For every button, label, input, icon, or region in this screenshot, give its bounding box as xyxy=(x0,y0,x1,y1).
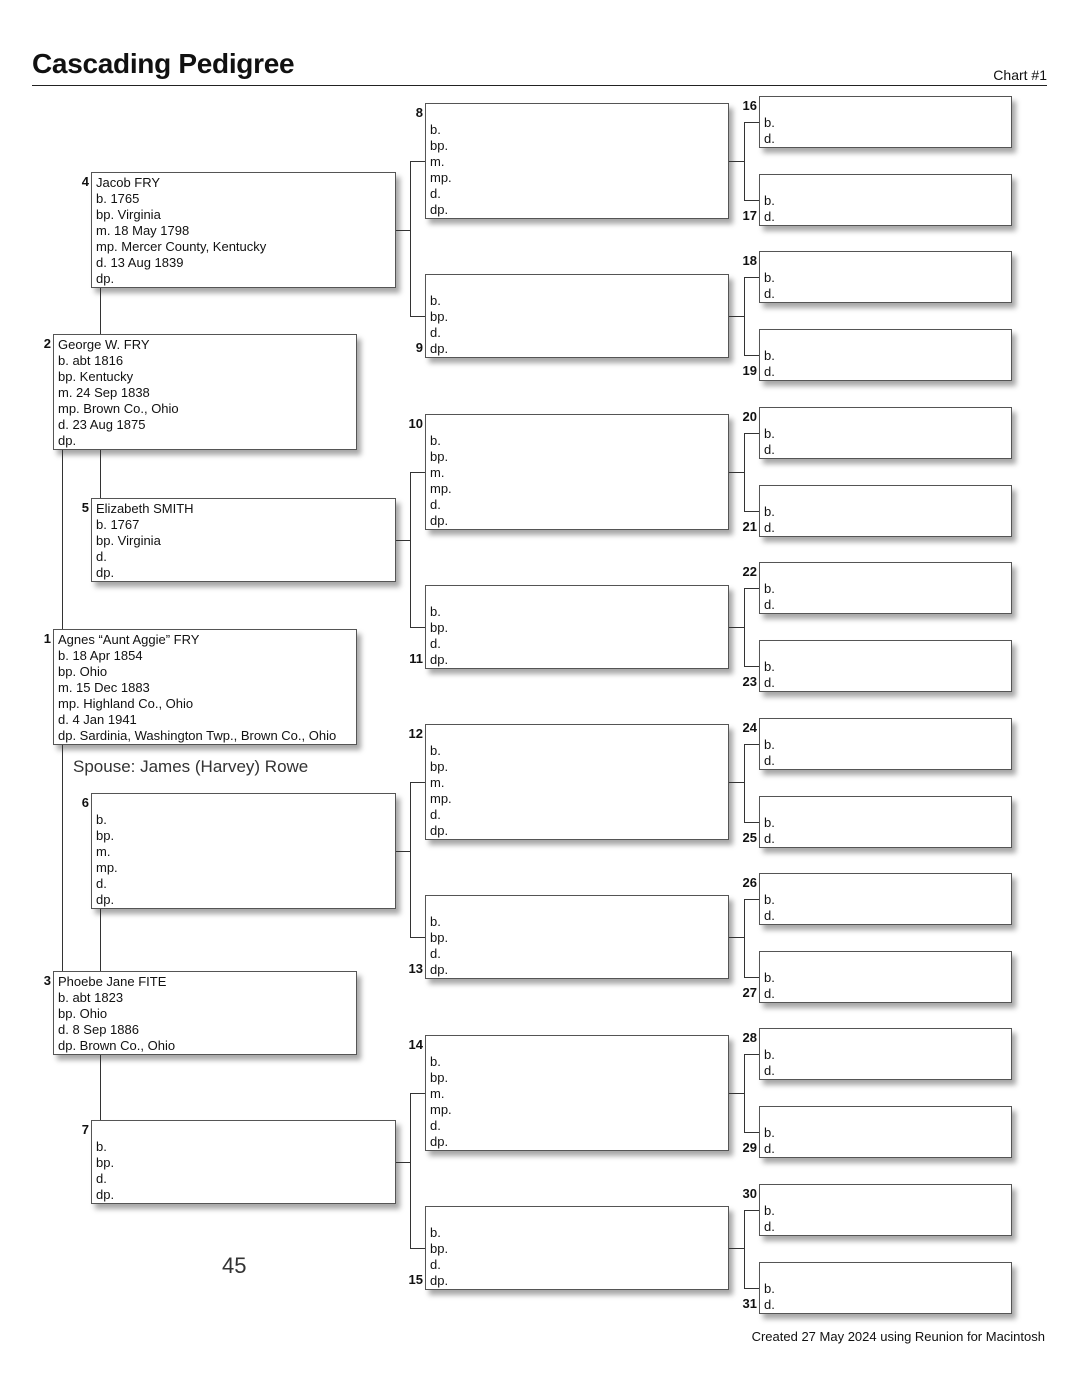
person-fact: b. xyxy=(430,122,441,137)
person-fact: dp. xyxy=(430,341,449,356)
person-number: 19 xyxy=(742,363,757,379)
person-box[interactable] xyxy=(53,971,357,1055)
connector-line xyxy=(410,161,411,316)
connector-line xyxy=(729,316,744,317)
person-fact: b. xyxy=(96,812,107,827)
person-fact: bp. xyxy=(430,1069,449,1085)
person-fact: d. xyxy=(764,830,775,846)
connector-line xyxy=(396,230,410,231)
connector-line xyxy=(744,200,759,201)
person-number: 27 xyxy=(742,985,757,1000)
connector-line xyxy=(744,1054,745,1132)
person-fact: d. xyxy=(764,364,775,380)
person-name: George W. FRY xyxy=(58,337,150,352)
person-box[interactable] xyxy=(759,407,1012,459)
person-fact: b. xyxy=(430,743,441,758)
person-number: 28 xyxy=(742,1030,757,1046)
person-fact: mp. xyxy=(430,791,452,806)
person-fact: dp. xyxy=(96,271,115,286)
person-fact: d. xyxy=(430,946,441,961)
connector-line xyxy=(744,899,759,900)
person-number: 2 xyxy=(43,336,51,351)
connector-line xyxy=(410,937,425,938)
person-fact: bp. xyxy=(430,138,449,153)
person-box[interactable] xyxy=(759,174,1012,226)
person-box[interactable] xyxy=(425,414,729,530)
connector-line xyxy=(744,588,745,666)
person-box[interactable] xyxy=(91,172,396,288)
connector-line xyxy=(396,1162,410,1163)
person-box[interactable] xyxy=(759,485,1012,537)
connector-line xyxy=(744,1132,759,1133)
person-fact: mp. xyxy=(430,480,452,496)
person-fact: b. xyxy=(764,581,775,597)
person-fact: b. xyxy=(764,348,775,364)
person-fact: bp. xyxy=(430,1240,449,1256)
person-fact: b. xyxy=(430,603,441,619)
person-fact: d. xyxy=(764,675,775,691)
person-fact: m. xyxy=(96,844,111,859)
person-box[interactable] xyxy=(91,793,396,909)
person-box[interactable] xyxy=(759,251,1012,303)
person-fact: b. abt 1816 xyxy=(58,353,124,368)
person-number: 15 xyxy=(408,1271,423,1287)
connector-line xyxy=(410,1093,425,1094)
connector-line xyxy=(410,782,411,937)
person-name xyxy=(96,1123,391,1139)
person-box[interactable] xyxy=(425,724,729,840)
person-name xyxy=(764,565,1007,581)
person-name xyxy=(764,721,1007,737)
person-fact: bp. xyxy=(430,448,449,464)
person-fact: d. xyxy=(430,496,441,512)
person-number: 26 xyxy=(742,875,757,890)
person-fact: mp. xyxy=(430,170,452,185)
person-fact: mp. xyxy=(430,1101,452,1117)
connector-line xyxy=(744,122,759,123)
person-fact: dp. Sardinia, Washington Twp., Brown Co., Ohio xyxy=(58,728,337,743)
person-fact: d. xyxy=(764,1141,775,1157)
person-fact: m. xyxy=(430,154,445,169)
person-name xyxy=(430,277,724,293)
person-fact: d. 23 Aug 1875 xyxy=(58,417,146,432)
person-fact: d. xyxy=(764,597,775,613)
person-number: 21 xyxy=(742,518,757,534)
person-fact: bp. xyxy=(430,759,449,774)
person-fact: d. xyxy=(430,1256,441,1272)
person-fact: bp. Ohio xyxy=(58,1006,108,1021)
person-number: 11 xyxy=(409,650,423,666)
page-title: Cascading Pedigree xyxy=(32,48,295,79)
person-box[interactable] xyxy=(759,1262,1012,1314)
person-fact: d. 8 Sep 1886 xyxy=(58,1022,139,1037)
connector-line xyxy=(744,277,759,278)
person-fact: d. xyxy=(430,325,441,340)
person-fact: b. xyxy=(430,1053,441,1069)
person-name xyxy=(430,1038,724,1054)
person-fact: b. xyxy=(430,432,441,448)
person-fact: bp. Ohio xyxy=(58,664,108,679)
person-fact: bp. Kentucky xyxy=(58,369,134,384)
connector-line xyxy=(744,744,759,745)
person-fact: dp. xyxy=(430,823,449,838)
person-fact: b. 18 Apr 1854 xyxy=(58,648,143,663)
person-fact: bp. xyxy=(430,619,449,635)
person-fact: d. xyxy=(764,986,775,1001)
connector-line xyxy=(744,977,759,978)
person-fact: bp. Virginia xyxy=(96,207,161,222)
header-rule xyxy=(32,85,1047,86)
person-fact: d. xyxy=(430,1117,441,1133)
person-fact: b. xyxy=(764,814,775,830)
connector-line xyxy=(62,745,63,971)
person-number: 29 xyxy=(742,1140,757,1156)
person-box[interactable] xyxy=(759,718,1012,770)
person-fact: b. xyxy=(430,293,441,308)
person-fact: dp. xyxy=(430,512,449,528)
person-fact: mp. Mercer County, Kentucky xyxy=(96,239,267,254)
person-name xyxy=(764,410,1007,426)
person-name: Phoebe Jane FITE xyxy=(58,974,167,989)
person-fact: dp. xyxy=(96,565,115,580)
person-fact: mp. Brown Co., Ohio xyxy=(58,401,179,416)
person-fact: m. 18 May 1798 xyxy=(96,223,190,238)
person-number: 3 xyxy=(43,973,51,988)
person-fact: b. abt 1823 xyxy=(58,990,124,1005)
person-box[interactable] xyxy=(759,951,1012,1003)
connector-line xyxy=(744,433,759,434)
person-number: 20 xyxy=(742,408,757,424)
person-fact: b. 1767 xyxy=(96,517,140,532)
person-name xyxy=(764,99,1007,115)
person-name: Elizabeth SMITH xyxy=(96,501,194,516)
person-name xyxy=(96,796,391,812)
person-fact: dp. xyxy=(430,651,449,667)
person-box[interactable] xyxy=(425,1206,729,1290)
person-fact: b. xyxy=(764,1125,775,1141)
person-box[interactable] xyxy=(53,629,357,745)
connector-line xyxy=(744,899,745,977)
person-number: 4 xyxy=(81,174,89,189)
connector-line xyxy=(410,472,425,473)
person-name xyxy=(430,106,724,122)
chart-number: Chart #1 xyxy=(993,67,1047,83)
footer-credit: Created 27 May 2024 using Reunion for Macintosh xyxy=(751,1329,1045,1344)
person-box[interactable] xyxy=(425,585,729,669)
person-box[interactable] xyxy=(759,873,1012,925)
person-name xyxy=(764,876,1007,892)
person-number: 18 xyxy=(742,253,757,269)
person-fact: dp. xyxy=(96,1187,115,1202)
person-box[interactable] xyxy=(53,334,357,450)
person-name xyxy=(764,1187,1007,1203)
person-name xyxy=(430,1209,724,1225)
person-number: 10 xyxy=(408,415,423,431)
person-fact: b. xyxy=(764,425,775,441)
connector-line xyxy=(100,288,101,334)
person-fact: b. xyxy=(764,1202,775,1218)
person-number: 31 xyxy=(742,1295,757,1311)
person-fact: d. xyxy=(764,441,775,457)
person-number: 7 xyxy=(81,1122,89,1137)
person-fact: b. xyxy=(430,914,441,929)
person-box[interactable] xyxy=(91,1120,396,1204)
person-fact: m. xyxy=(430,775,445,790)
person-box[interactable] xyxy=(759,1184,1012,1236)
person-fact: m. xyxy=(430,464,445,480)
person-fact: m. 15 Dec 1883 xyxy=(58,680,150,695)
connector-line xyxy=(729,1248,744,1249)
person-box[interactable] xyxy=(425,1035,729,1151)
connector-line xyxy=(744,666,759,667)
connector-line xyxy=(744,1054,759,1055)
connector-line xyxy=(100,909,101,971)
person-name xyxy=(764,177,1007,193)
person-name xyxy=(430,898,724,914)
person-name xyxy=(430,727,724,743)
person-fact: b. xyxy=(764,892,775,907)
person-name xyxy=(764,643,1007,659)
connector-line xyxy=(744,1210,745,1288)
spouse-label: Spouse: James (Harvey) Rowe xyxy=(73,757,309,776)
page-number: 45 xyxy=(222,1253,247,1278)
person-fact: b. xyxy=(96,1139,107,1154)
person-box[interactable] xyxy=(759,1028,1012,1080)
person-number: 8 xyxy=(415,105,423,120)
connector-line xyxy=(744,822,759,823)
person-number: 16 xyxy=(742,98,757,113)
connector-line xyxy=(744,122,745,200)
person-number: 30 xyxy=(742,1185,757,1201)
person-fact: dp. xyxy=(430,1133,449,1149)
connector-line xyxy=(744,1210,759,1211)
connector-line xyxy=(410,1248,425,1249)
person-fact: b. xyxy=(764,193,775,208)
person-number: 6 xyxy=(81,795,89,810)
person-fact: d. xyxy=(764,1063,775,1079)
connector-line xyxy=(396,540,410,541)
person-name xyxy=(764,799,1007,815)
person-fact: b. xyxy=(764,115,775,130)
person-fact: mp. Highland Co., Ohio xyxy=(58,696,194,711)
person-name xyxy=(764,954,1007,970)
person-fact: d. xyxy=(96,876,107,891)
connector-line xyxy=(410,1093,411,1248)
person-fact: dp. xyxy=(96,892,115,907)
connector-line xyxy=(100,1055,101,1120)
connector-line xyxy=(744,588,759,589)
connector-line xyxy=(744,511,759,512)
person-name xyxy=(764,488,1007,504)
person-number: 12 xyxy=(408,726,423,741)
person-number: 9 xyxy=(415,340,423,355)
connector-line xyxy=(729,782,744,783)
person-box[interactable] xyxy=(759,329,1012,381)
person-fact: bp. xyxy=(96,828,115,843)
connector-line xyxy=(410,316,425,317)
connector-line xyxy=(744,433,745,511)
person-fact: d. 4 Jan 1941 xyxy=(58,712,137,727)
person-fact: b. xyxy=(764,970,775,985)
person-fact: dp. Brown Co., Ohio xyxy=(58,1038,176,1053)
connector-line xyxy=(729,161,744,162)
connector-line xyxy=(410,161,425,162)
person-fact: d. xyxy=(764,1218,775,1234)
person-fact: d. xyxy=(96,549,107,564)
person-number: 14 xyxy=(408,1036,423,1052)
person-fact: bp. xyxy=(430,309,449,324)
connector-line xyxy=(744,1288,759,1289)
person-fact: bp. xyxy=(430,930,449,945)
connector-line xyxy=(744,277,745,355)
person-box[interactable] xyxy=(759,796,1012,848)
person-fact: m. 24 Sep 1838 xyxy=(58,385,150,400)
person-fact: d. xyxy=(764,908,775,923)
connector-line xyxy=(410,627,425,628)
person-fact: b. xyxy=(764,270,775,286)
person-name xyxy=(764,1109,1007,1125)
person-box[interactable] xyxy=(759,562,1012,614)
connector-line xyxy=(729,627,744,628)
person-fact: d. xyxy=(764,519,775,535)
connector-line xyxy=(410,782,425,783)
person-fact: d. 13 Aug 1839 xyxy=(96,255,184,270)
connector-line xyxy=(62,450,63,629)
person-box[interactable] xyxy=(425,274,729,358)
person-fact: b. xyxy=(764,1047,775,1063)
person-number: 25 xyxy=(742,829,757,845)
person-number: 23 xyxy=(742,674,757,690)
person-fact: d. xyxy=(430,807,441,822)
person-fact: dp. xyxy=(58,433,77,448)
person-box[interactable] xyxy=(91,498,396,582)
person-box[interactable] xyxy=(759,1106,1012,1158)
person-fact: d. xyxy=(96,1171,107,1186)
person-fact: m. xyxy=(430,1085,445,1101)
person-fact: b. xyxy=(764,503,775,519)
person-name xyxy=(764,1031,1007,1047)
person-fact: d. xyxy=(764,131,775,146)
person-fact: b. xyxy=(764,1280,775,1296)
person-number: 13 xyxy=(408,961,423,976)
person-number: 17 xyxy=(742,208,757,223)
person-fact: b. 1765 xyxy=(96,191,140,206)
person-fact: d. xyxy=(430,186,441,201)
person-name: Agnes “Aunt Aggie” FRY xyxy=(58,632,200,647)
connector-line xyxy=(744,744,745,822)
person-fact: bp. Virginia xyxy=(96,533,161,548)
person-name xyxy=(764,254,1007,270)
connector-line xyxy=(396,851,410,852)
person-number: 1 xyxy=(43,631,51,646)
person-fact: b. xyxy=(764,659,775,675)
connector-line xyxy=(744,355,759,356)
connector-line xyxy=(729,1093,744,1094)
person-name xyxy=(430,588,724,604)
person-box[interactable] xyxy=(759,96,1012,148)
person-box[interactable] xyxy=(759,640,1012,692)
person-name xyxy=(764,1265,1007,1281)
person-number: 24 xyxy=(742,719,757,735)
connector-line xyxy=(729,937,744,938)
connector-line xyxy=(729,472,744,473)
person-number: 22 xyxy=(742,564,757,580)
person-fact: d. xyxy=(764,1296,775,1312)
person-name: Jacob FRY xyxy=(96,175,161,190)
person-fact: b. xyxy=(764,736,775,752)
person-fact: b. xyxy=(430,1224,441,1240)
person-fact: dp. xyxy=(430,962,449,977)
person-box[interactable] xyxy=(425,103,729,219)
person-fact: dp. xyxy=(430,202,449,217)
person-name xyxy=(430,417,724,433)
connector-line xyxy=(410,472,411,627)
person-fact: mp. xyxy=(96,860,118,875)
person-fact: d. xyxy=(430,635,441,651)
person-fact: d. xyxy=(764,286,775,302)
person-fact: bp. xyxy=(96,1155,115,1170)
person-number: 5 xyxy=(81,500,89,515)
person-fact: d. xyxy=(764,752,775,768)
person-fact: dp. xyxy=(430,1272,449,1288)
person-fact: d. xyxy=(764,209,775,224)
person-name xyxy=(764,332,1007,348)
person-box[interactable] xyxy=(425,895,729,979)
connector-line xyxy=(100,450,101,498)
